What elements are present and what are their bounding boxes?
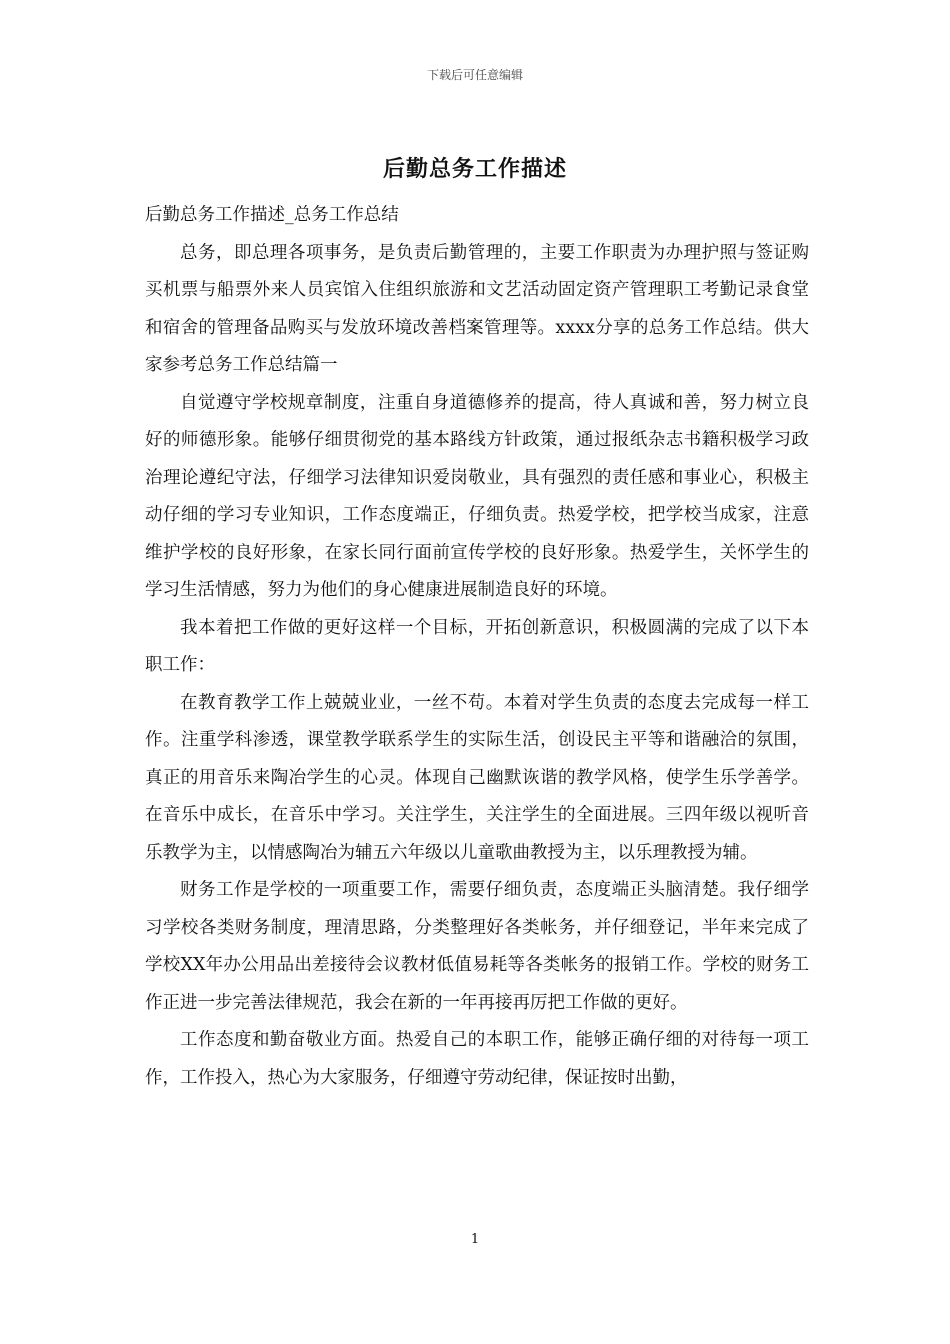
document-title: 后勤总务工作描述 bbox=[382, 157, 567, 182]
paragraph-1: 总务，即总理各项事务，是负责后勤管理的，主要工作职责为办理护照与签证购买机票与船票外来人员宾馆入住组织旅游和文艺活动固定资产管理职工考勤记录食堂和宿舍的管理备品购买与发放环境改善档案管理等。xxxx分享的总务工作总结。供大家参考总务工作总结篇一 bbox=[145, 242, 809, 375]
document-subtitle: 后勤总务工作描述_总务工作总结 bbox=[145, 205, 399, 225]
paragraph-3: 我本着把工作做的更好这样一个目标，开拓创新意识，积极圆满的完成了以下本职工作： bbox=[145, 617, 809, 675]
header-note: 下载后可任意编辑 bbox=[426, 68, 523, 82]
document-body bbox=[145, 197, 809, 1097]
paragraph-6: 工作态度和勤奋敬业方面。热爱自己的本职工作，能够正确仔细的对待每一项工作，工作投入，热心为大家服务，仔细遵守劳动纪律，保证按时出勤， bbox=[145, 1030, 809, 1088]
paragraph-5: 财务工作是学校的一项重要工作，需要仔细负责，态度端正头脑清楚。我仔细学习学校各类财务制度，理清思路，分类整理好各类帐务，并仔细登记，半年来完成了学校XX年办公用品出差接待会议教材低值易耗等各类帐务的报销工作。学校的财务工作正进一步完善法律规范，我会在新的一年再接再厉把工作做的更好。 bbox=[145, 880, 809, 1013]
paragraph-2: 自觉遵守学校规章制度，注重自身道德修养的提高，待人真诚和善，努力树立良好的师德形象。能够仔细贯彻党的基本路线方针政策，通过报纸杂志书籍积极学习政治理论遵纪守法，仔细学习法律知识爱岗敬业，具有强烈的责任感和事业心，积极主动仔细的学习专业知识，工作态度端正，仔细负责。热爱学校，把学校当成家，注意维护学校的良好形象，在家长同行面前宣传学校的良好形象。热爱学生，关怀学生的学习生活情感，努力为他们的身心健康进展制造良好的环境。 bbox=[145, 392, 809, 600]
page-number: 1 bbox=[470, 1232, 480, 1247]
paragraph-4: 在教育教学工作上兢兢业业，一丝不苟。本着对学生负责的态度去完成每一样工作。注重学科渗透，课堂教学联系学生的实际生活，创设民主平等和谐融洽的氛围，真正的用音乐来陶冶学生的心灵。体现自己幽默诙谐的教学风格，使学生乐学善学。在音乐中成长，在音乐中学习。关注学生，关注学生的全面进展。三四年级以视听音乐教学为主，以情感陶冶为辅五六年级以儿童歌曲教授为主，以乐理教授为辅。 bbox=[145, 692, 809, 863]
